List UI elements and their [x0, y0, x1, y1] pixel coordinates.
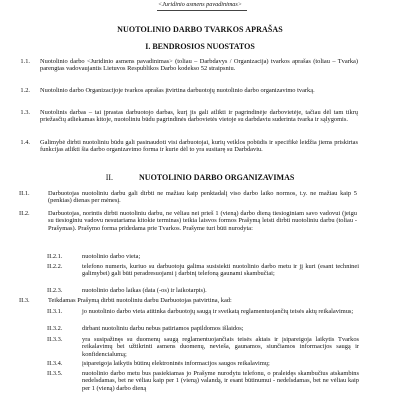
- item-number: II.3.1.: [47, 308, 63, 315]
- item-number: 1.2.: [20, 87, 30, 94]
- item-number: II.2.3.: [47, 287, 63, 294]
- item-number: II.2.: [19, 210, 30, 217]
- item-text: įsipareigoja laikytis būtinų elektroninės informacijos saugos reikalavimų;: [82, 360, 270, 367]
- sub-item: [47, 370, 367, 400]
- item-number: II.3.2.: [47, 325, 63, 332]
- item-number: 1.4.: [20, 139, 30, 146]
- sub-item: [47, 263, 367, 286]
- sub-item: [47, 253, 367, 261]
- item-text: Nuotolinio darbo Organizacijoje tvarkos aprašas įtvirtina darbuotojų nuotolinio darbo organizavimo tvarką.: [40, 87, 315, 94]
- item-text: Galimybė dirbti nuotoliniu būdu gali pasinaudoti visi darbuotojai, kurių veiklos pobūdis ir specifikė leidžia jiems priskirtas funkcijas atlikti šia darbo organizavimo forma ir kurie dėl to yra susitarę su Darbdaviu.: [40, 139, 358, 154]
- item-text: Teikdamas Prašymą dirbti nuotoliniu darbu Darbuotojas patvirtina, kad:: [48, 297, 232, 304]
- sub-item: [47, 287, 367, 295]
- item-number: 1.3.: [20, 109, 30, 116]
- item-number: II.3.4.: [47, 360, 63, 367]
- item-number: II.3.3.: [47, 336, 63, 343]
- item-number: II.1.: [19, 190, 30, 197]
- item-text: Darbuotojas nuotoliniu darbu gali dirbti ne mažiau kaip penktadalį viso darbo laiko normos, t.y. ne mažiau kaip 5 (penkias) dienas per mėnesį.: [48, 190, 357, 205]
- item-number: II.2.1.: [47, 253, 63, 260]
- section-2-item: [19, 297, 400, 305]
- item-text: telefono numeris, kuriuo su darbuotoju galima susisiekti nuotolinio darbo metu ir jį kuri (esant techninei galimybei) gali būti peradresuojami į darbinį telefoną gaunami skambučiai;: [82, 263, 359, 278]
- section-1-item: [0, 139, 400, 163]
- item-text: Nuotolinis darbas – tai įprastas darbuotojo darbas, kurį jis gali atlikti ir pagrindinėje darbovietėje, tačiau dėl tam tikrų priežasčių atliekamas kitoje, nuotoliniu būdu pagrindinės darbovietės vietoje su darbdaviu suderinta tvarka ir sąlygomis.: [40, 109, 358, 124]
- section-1-item: [0, 87, 400, 103]
- entity-underline: [157, 10, 247, 11]
- item-text: yra susipažinęs su duomenų saugą reglamentuojančiais teisės aktais ir įsipareigoja laikytis Tvarkos reikalavimų bei užtikrinti asmens duomenų, nevieša, gaunamos, siunčiamos informacijos saugą ir konfidencialumą;: [82, 336, 359, 358]
- section-2-item: [19, 190, 400, 206]
- sub-item: [47, 336, 367, 360]
- item-text: nuotolinio darbo laikas (data (-os) ir laikotarpis).: [82, 287, 207, 294]
- section-1-heading: I. BENDROSIOS NUOSTATOS: [145, 42, 255, 51]
- item-text: nuotolinio darbo metu bus pasiekiamas jo Prašyme nurodytu telefonu, o praleidęs skambučius atskambins nedelsdamas, bet ne vėliau kaip per 1 (vieną) valandą, ir esant būtinumui - nedelsdamas, bet ne vėliau kaip per 1 (vieną) darbo dieną: [82, 370, 359, 392]
- item-text: Darbuotojas, norintis dirbti nuotoliniu darbu, ne vėliau nei prieš 1 (vieną) darbo dieną tiesioginiam savo vadovui (jeigu su tiesioginiu vadovu nesutariama kitokie terminas) teikia laisvos formos Prašymą leisti dirbti nuotoliniu darbu (toliau - Prašymas). Prašymo forma pridedama prie Tvarkos. Prašyme turi būti nurodyta:: [48, 210, 357, 232]
- item-text: jo nuotolinio darbo vieta atitinka darbuotojų saugą ir sveikatą reglamentuojančių teisės aktų reikalavimus;: [82, 308, 354, 315]
- item-text: Nuotolinio darbo <Juridinio asmens pavadinimas> (toliau – Darbdavys / Organizacija) tvarkos aprašas (toliau – Tvarka) parengtas vadovaujantis Lietuvos Respublikos Darbo kodekso 52 straipsniu.: [40, 58, 358, 73]
- section-2-item: [19, 210, 400, 250]
- section-1-item: [0, 58, 400, 82]
- item-number: II.3.: [19, 297, 30, 304]
- item-number: 1.1.: [20, 58, 30, 65]
- section-2-number: II.: [105, 173, 114, 182]
- section-2-heading: [0, 173, 400, 183]
- sub-item: [47, 308, 367, 324]
- item-text: dirbant nuotoliniu darbu nebus patiriamos papildomos išlaidos;: [82, 325, 244, 332]
- section-2-title: NUOTOLINIO DARBO ORGANIZAVIMAS: [139, 173, 295, 182]
- item-text: nuotolinio darbo vieta;: [82, 253, 141, 260]
- item-number: II.2.2.: [47, 263, 63, 270]
- item-number: II.3.5.: [47, 370, 63, 377]
- sub-item: [47, 360, 367, 368]
- sub-item: [47, 325, 367, 333]
- document-title: NUOTOLINIO DARBO TVARKOS APRAŠAS: [117, 25, 283, 34]
- section-1-item: [0, 109, 400, 133]
- entity-name-placeholder: <Juridinio asmens pavadinimas>: [158, 1, 242, 8]
